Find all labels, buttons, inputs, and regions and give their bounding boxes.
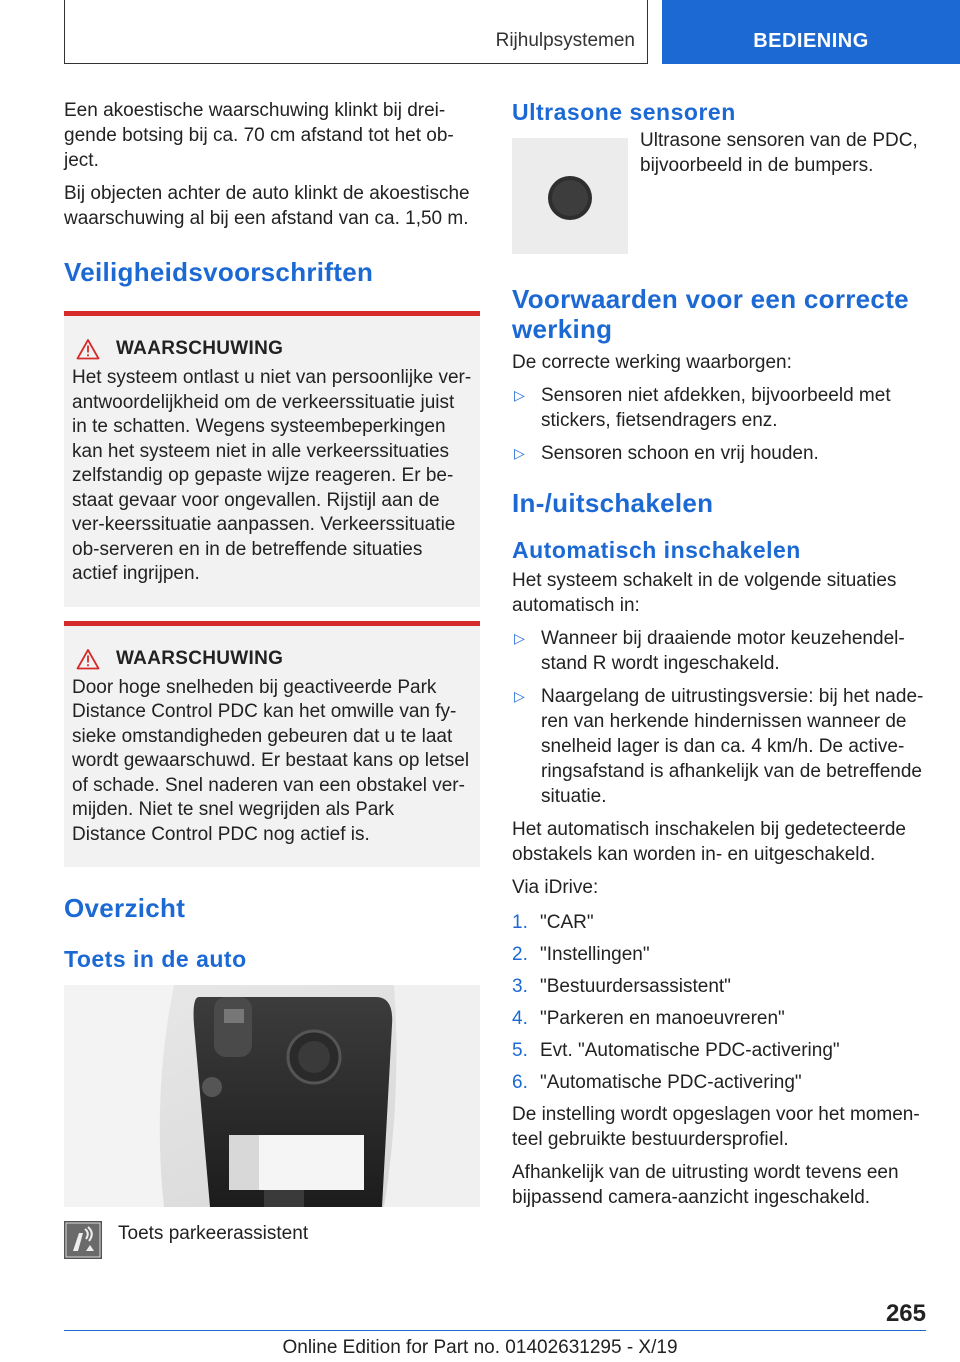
button-caption: Toets parkeerassistent [118,1223,309,1244]
conditions-heading: Voorwaarden voor een correcte werking [512,284,909,344]
auto-note: Het automatisch inschakelen bij gedetecteerde obstakels kan worden in- en uitgeschakeld. [512,819,906,865]
parking-assist-icon [64,1221,102,1259]
page-number: 265 [885,1300,926,1327]
auto-intro: Het systeem schakelt in de volgende situaties automatisch in: [512,570,897,616]
conditions-intro: De correcte werking waarborgen: [512,352,792,373]
triangle-bullet-icon: ▷ [514,630,525,646]
list-item: ▷ Wanneer bij draaiende motor keuzehendel-stand R wordt ingeschakeld. [514,628,905,674]
safety-heading: Veiligheidsvoorschriften [64,257,374,287]
ultrasonic-sensor-image [512,138,628,254]
edition-footer: Online Edition for Part no. 01402631295 - X/19 [282,1337,678,1358]
saved-note: De instelling wordt opgeslagen voor het momen-teel gebruikte bestuurdersprofiel. [512,1104,920,1150]
footer-divider [64,1330,926,1331]
chapter-tab-label: BEDIENING [753,30,869,52]
ultra-row [512,128,926,254]
ultra-heading: Ultrasone sensoren [512,99,736,125]
warning-title-1: WAARSCHUWING [72,338,472,360]
list-item: 4. "Parkeren en manoeuvreren" [512,1008,785,1029]
chapter-tab[interactable] [662,0,960,64]
camera-note: Afhankelijk van de uitrusting wordt tevens een bijpassend camera-aanzicht ingeschakeld. [512,1162,899,1208]
conditions-list [512,383,926,466]
warning-text-2: Door hoge snelheden bij geactiveerde Park Distance Control PDC kan het omwille van fy-sieke omstandigheden gebeuren dat u te laat wordt gewaarschuwd. Er bestaat kans op letsel of schade. Snel naderen van een obstakel ver-mijden. Niet te snel wegrijden als Park Distance Control PDC nog actief is. [72,676,470,845]
list-item: 6. "Automatische PDC-activering" [512,1072,802,1093]
auto-heading: Automatisch inschakelen [512,537,801,563]
left-column [64,98,480,1259]
button-caption-row [64,1221,480,1259]
section-title: Rijhulpsystemen [495,30,635,51]
auto-list [512,626,926,809]
list-item: 1. "CAR" [512,912,594,933]
center-console-image [64,985,480,1207]
list-item: 2. "Instellingen" [512,944,650,965]
list-item: ▷ Sensoren schoon en vrij houden. [514,443,819,464]
warning-triangle-icon [76,648,100,670]
onoff-heading: In-/uitschakelen [512,488,714,518]
list-item: ▷ Sensoren niet afdekken, bijvoorbeeld met stickers, fietsendragers enz. [514,385,891,431]
via-idrive: Via iDrive: [512,877,599,898]
ultra-text: Ultrasone sensoren van de PDC, bijvoorbeeld in de bumpers. [640,130,918,176]
overview-heading: Overzicht [64,893,186,923]
warning-triangle-icon [76,338,100,360]
warning-box-2 [64,621,480,868]
intro-paragraph-2: Bij objecten achter de auto klinkt de akoestische waarschuwing al bij een afstand van ca. 1,50 m. [64,183,470,229]
right-column [512,98,926,1218]
warning-title-2: WAARSCHUWING [72,648,472,670]
header-section-box [64,0,648,64]
list-item: 5. Evt. "Automatische PDC-activering" [512,1040,840,1061]
list-item: ▷ Naargelang de uitrustingsversie: bij het nade-ren van herkende hindernissen wanneer de snelheid lager is dan ca. 4 km/h. De active-ringsafstand is afhankelijk van de betreffende situatie. [514,686,924,807]
triangle-bullet-icon: ▷ [514,445,525,461]
triangle-bullet-icon: ▷ [514,387,525,403]
triangle-bullet-icon: ▷ [514,688,525,704]
button-heading: Toets in de auto [64,946,247,972]
intro-paragraph-1: Een akoestische waarschuwing klinkt bij drei-gende botsing bij ca. 70 cm afstand tot het ob-ject. [64,100,454,171]
warning-box-1 [64,311,480,607]
idrive-steps [512,910,926,1095]
list-item: 3. "Bestuurdersassistent" [512,976,731,997]
warning-text-1: Het systeem ontlast u niet van persoonlijke ver-antwoordelijkheid om de verkeerssituatie juist in te schatten. Wegens systeembeperkingen kan het systeem niet in alle verkeerssituaties zelfstandig op gepaste wijze reageren. Er be-staat gevaar voor ongevallen. Rijstijl aan de ver-keerssituatie aanpassen. Verkeerssituatie ob-serveren en in de betreffende situaties actief ingrijpen. [72,367,472,584]
